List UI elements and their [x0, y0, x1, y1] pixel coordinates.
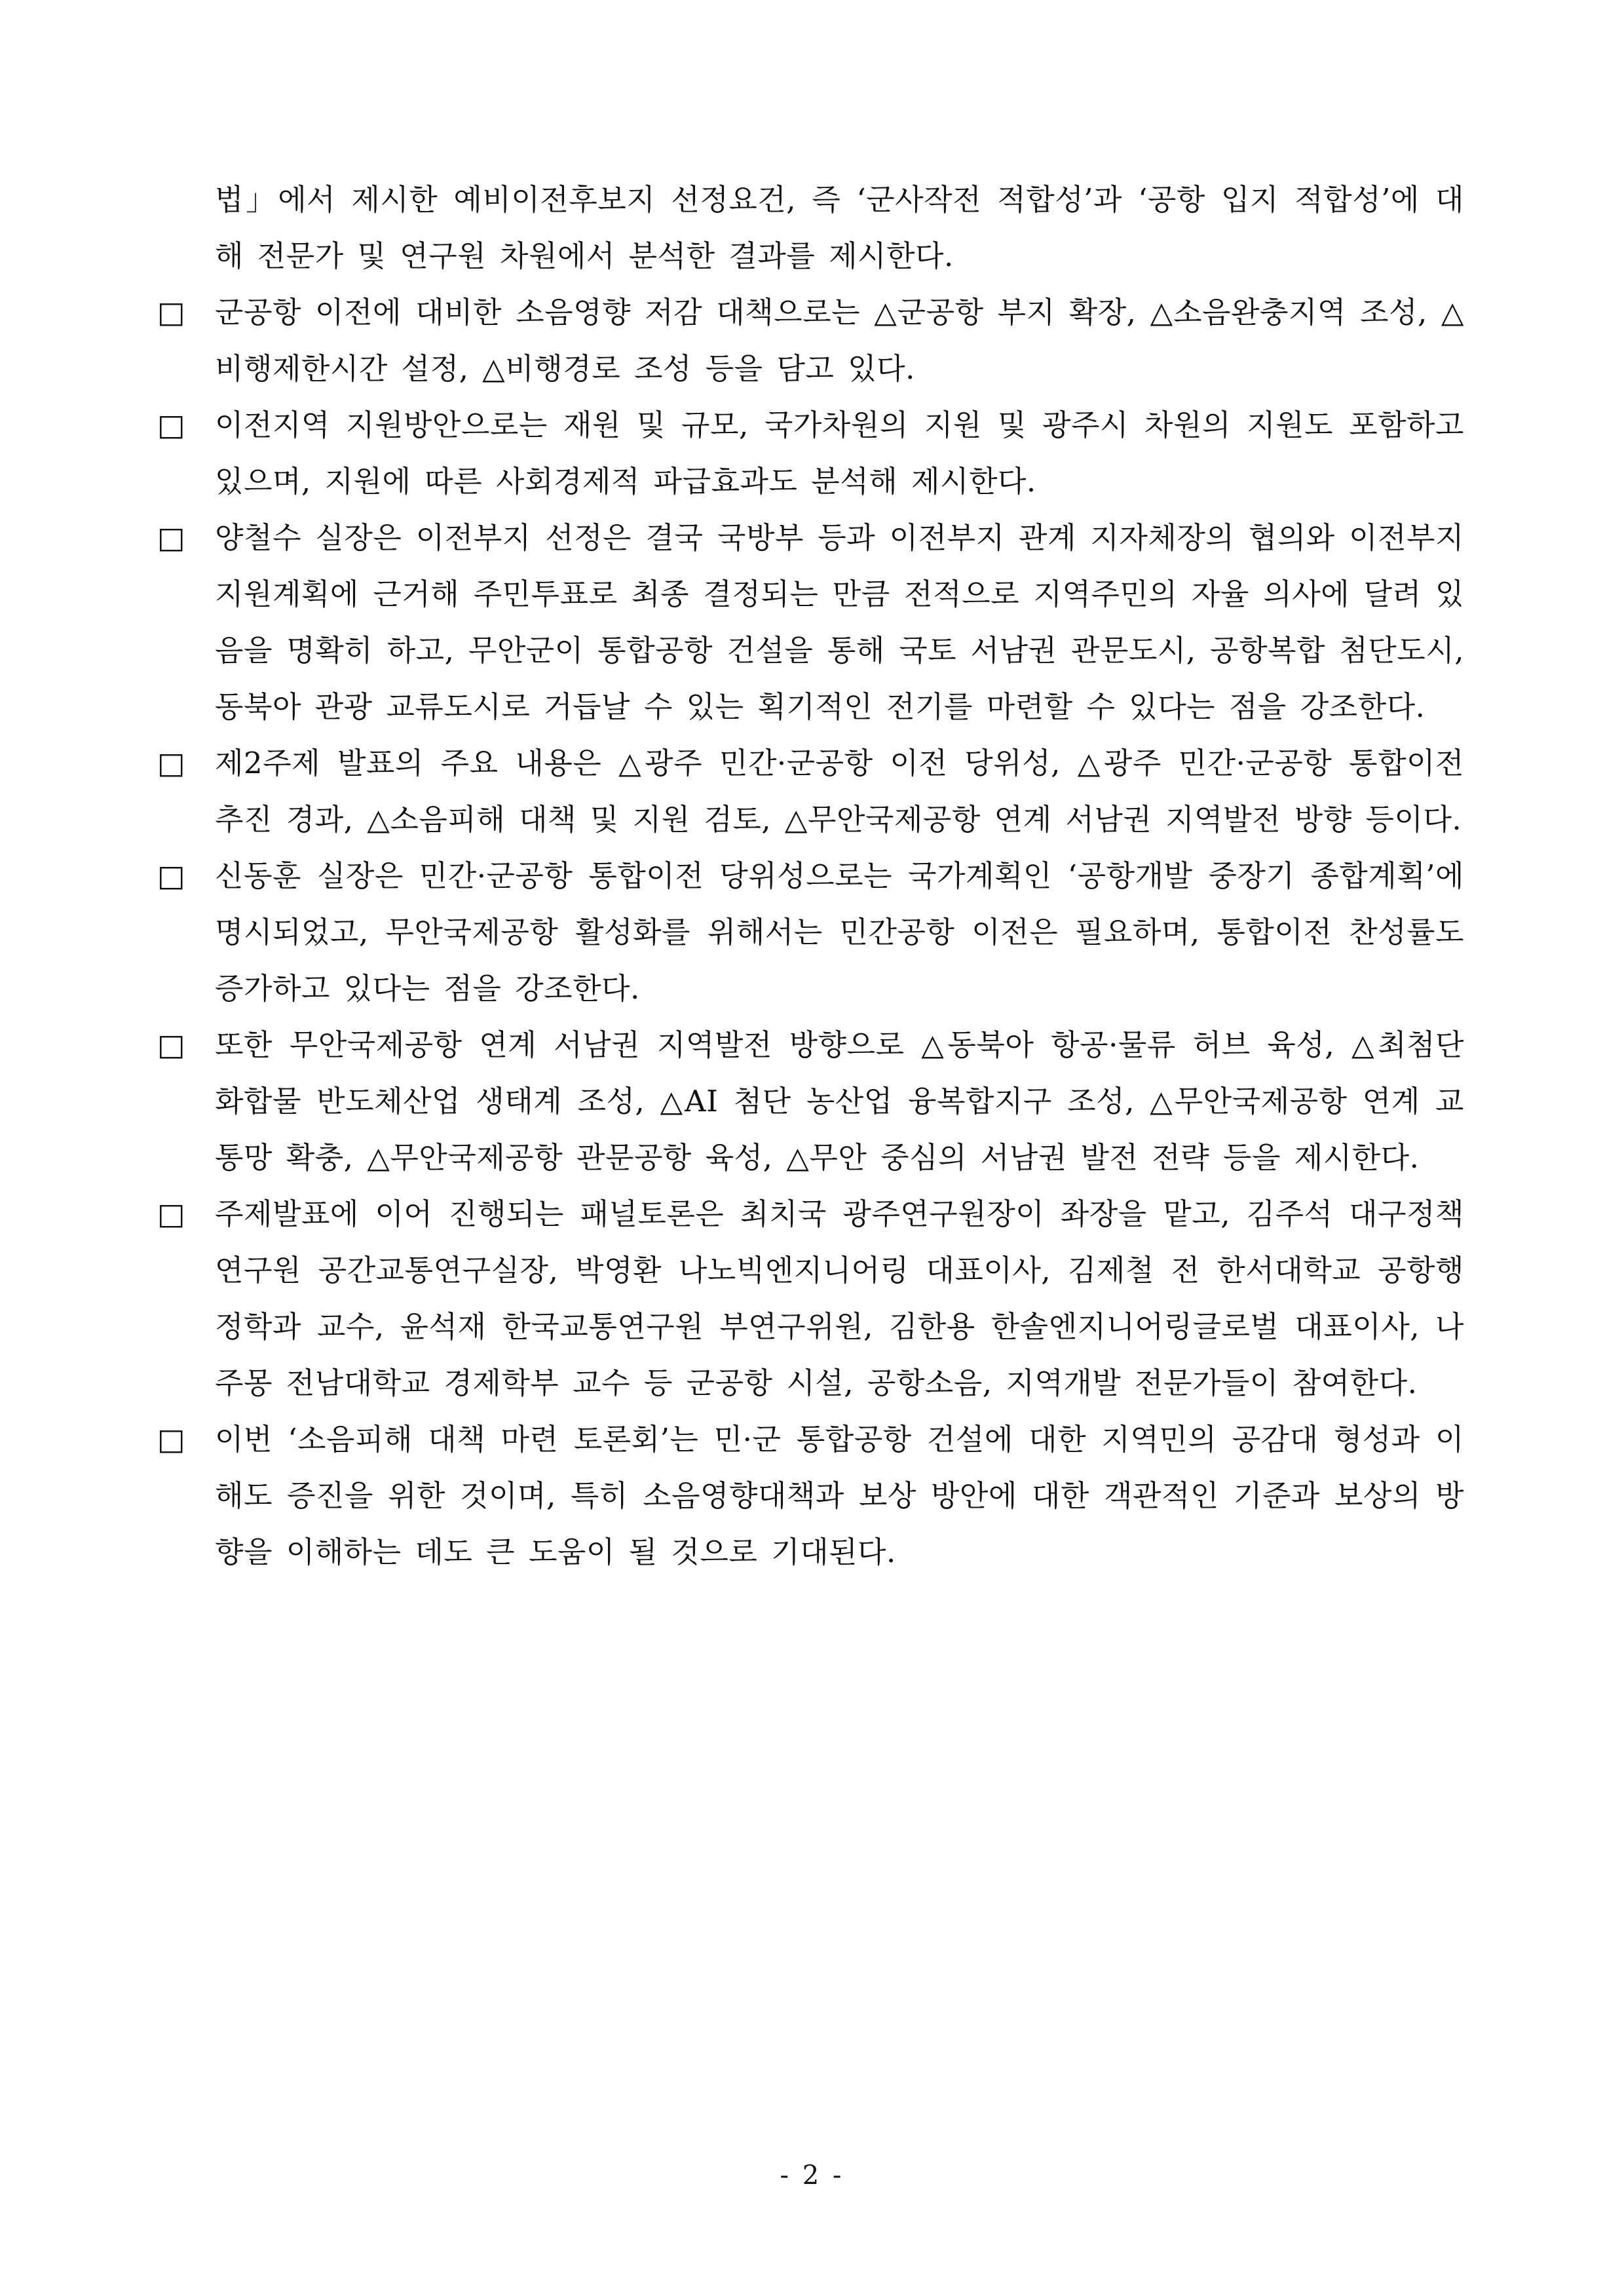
- checkbox-bullet-icon: □: [157, 1027, 185, 1062]
- bullet-paragraph-2: [157, 397, 1464, 510]
- checkbox-bullet-icon: □: [157, 746, 185, 780]
- paragraph-text: 이번 ‘소음피해 대책 마련 토론회’는 민·군 통합공항 건설에 대한 지역민의 공감대 형성과 이해도 증진을 위한 것이며, 특히 소음영향대책과 보상 방안에 대한 객관적인 기준과 보상의 방향을 이해하는 데도 큰 도움이 될 것으로 기대된다.: [215, 1422, 1464, 1569]
- checkbox-bullet-icon: □: [157, 295, 185, 330]
- intro-text: 법」에서 제시한 예비이전후보지 선정요건, 즉 ‘군사작전 적합성’과 ‘공항 입지 적합성’에 대해 전문가 및 연구원 차원에서 분석한 결과를 제시한다.: [215, 182, 1464, 273]
- paragraph-text: 또한 무안국제공항 연계 서남권 지역발전 방향으로 △동북아 항공·물류 허브 육성, △최첨단 화합물 반도체산업 생태계 조성, △AI 첨단 농산업 융복합지구 조성, △무안국제공항 연계 교통망 확충, △무안국제공항 관문공항 육성, △무안 중심의 서남권 발전 전략 등을 제시한다.: [215, 1027, 1464, 1175]
- bullet-paragraph-5: [157, 848, 1464, 1017]
- paragraph-text: 이전지역 지원방안으로는 재원 및 규모, 국가차원의 지원 및 광주시 차원의 지원도 포함하고 있으며, 지원에 따른 사회경제적 파급효과도 분석해 제시한다.: [215, 408, 1464, 499]
- paragraph-text: 군공항 이전에 대비한 소음영향 저감 대책으로는 △군공항 부지 확장, △소음완충지역 조성, △비행제한시간 설정, △비행경로 조성 등을 담고 있다.: [215, 295, 1464, 386]
- checkbox-bullet-icon: □: [157, 520, 185, 555]
- bullet-paragraph-1: [157, 284, 1464, 397]
- paragraph-text: 제2주제 발표의 주요 내용은 △광주 민간·군공항 이전 당위성, △광주 민간·군공항 통합이전 추진 경과, △소음피해 대책 및 지원 검토, △무안국제공항 연계 서남권 지역발전 방향 등이다.: [215, 746, 1464, 837]
- checkbox-bullet-icon: □: [157, 1196, 185, 1231]
- intro-paragraph: [157, 172, 1464, 284]
- paragraph-text: 주제발표에 이어 진행되는 패널토론은 최치국 광주연구원장이 좌장을 맡고, 김주석 대구정책연구원 공간교통연구실장, 박영환 나노빅엔지니어링 대표이사, 김제철 전 한서대학교 공항행정학과 교수, 윤석재 한국교통연구원 부연구위원, 김한용 한솔엔지니어링글로벌 대표이사, 나주몽 전남대학교 경제학부 교수 등 군공항 시설, 공항소음, 지역개발 전문가들이 참여한다.: [215, 1196, 1464, 1400]
- checkbox-bullet-icon: □: [157, 408, 185, 442]
- bullet-paragraph-6: [157, 1017, 1464, 1186]
- bullet-paragraph-3: [157, 510, 1464, 735]
- page-number: - 2 -: [780, 2160, 844, 2191]
- bullet-paragraph-8: [157, 1411, 1464, 1580]
- paragraph-text: 양철수 실장은 이전부지 선정은 결국 국방부 등과 이전부지 관계 지자체장의 협의와 이전부지 지원계획에 근거해 주민투표로 최종 결정되는 만큼 전적으로 지역주민의 자율 의사에 달려 있음을 명확히 하고, 무안군이 통합공항 건설을 통해 국토 서남권 관문도시, 공항복합 첨단도시, 동북아 관광 교류도시로 거듭날 수 있는 획기적인 전기를 마련할 수 있다는 점을 강조한다.: [215, 520, 1464, 724]
- paragraph-text: 신동훈 실장은 민간·군공항 통합이전 당위성으로는 국가계획인 ‘공항개발 중장기 종합계획’에 명시되었고, 무안국제공항 활성화를 위해서는 민간공항 이전은 필요하며, 통합이전 찬성률도 증가하고 있다는 점을 강조한다.: [215, 858, 1464, 1006]
- document-body: [157, 172, 1464, 1580]
- checkbox-bullet-icon: □: [157, 1422, 185, 1457]
- bullet-paragraph-7: [157, 1186, 1464, 1411]
- bullet-paragraph-4: [157, 735, 1464, 848]
- checkbox-bullet-icon: □: [157, 858, 185, 893]
